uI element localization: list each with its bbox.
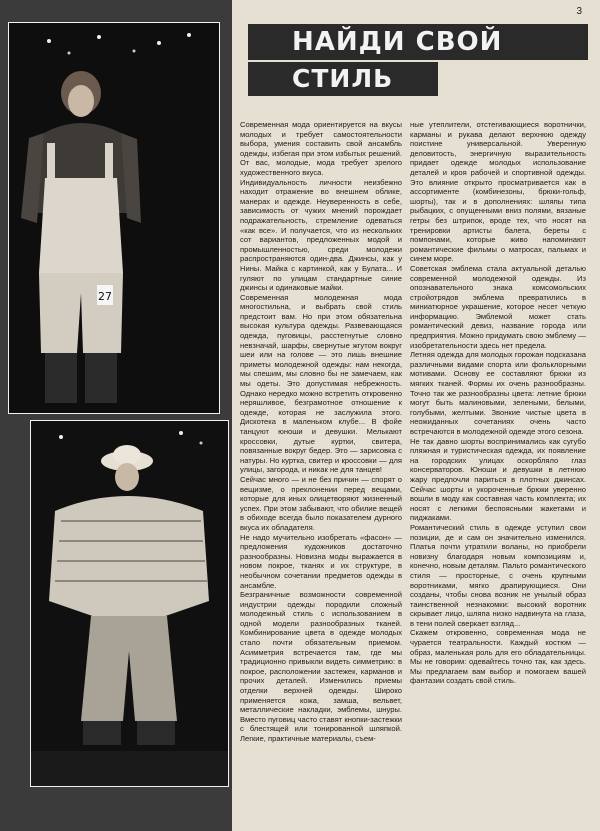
paragraph: Сейчас много — и не без причин — спорят о вещизме, о преклонении перед вещами, которые для иных олицетворяют жизненный успех. При этом забывают, что обилие вещей в обиходе всегда было показателем дурного вкуса их обладателя. bbox=[240, 474, 402, 532]
paragraph: Современная мода ориентируется на вкусы молодых и требует самостоятельности выбора, умения составить свой ансамбль одежды, избегая при этом избытых решений. От вас, молодые, мода требует зрелого художественного вкуса. bbox=[240, 120, 402, 177]
paragraph: Индивидуальность личности неизбежно находит отражение во внешнем облике, манерах и одежде. Неуверенность в себе, зависимость от чужих мнений порождает подражательность, стремление одеваться «как все». И получается, что из нескольких сот вариантов, предложенных модой и промышленностью, среди молодежи распространяются один-два. Джинсы, как у Нины. Майка с картинкой, как у Булата... И гуляют по улицам стандартные синие джинсы и одинаковые майки. bbox=[240, 177, 402, 293]
paragraph: Летняя одежда для молодых горожан подсказана различными видами спорта или фольклорными мотивами. Основу ее составляют брюки из мягких тканей. Формы их очень разнообразны. Точно так же разнообразны цвета: летние брюки могут быть малиновыми, зелеными, белыми, голубыми, желтыми. Звонкие чистые цвета в неожиданных сочетаниях очень часто встречаются в молодежной одежде этого сезона. bbox=[410, 350, 586, 436]
paragraph: ные утеплители, отстегивающиеся воротнички, карманы и рукава делают верхнюю одежду поистине универсальной. Уверенную деловитость, энергичную выразительность придает одежде молодых использование деталей и кроя рабочей и спортивной одежды. Это влияние открыто просматривается как в ассортименте (комбинезоны, брюки-гольф, шорты), так и в дополнениях: шляпы типа рыбацких, с опущенными вниз полями, вязаные гетры без штрипок, вроде тех, что носят на тренировки артисты балета, береты с помпонами, которые живо напоминают романтические фильмы о матросах, пальмах и синем море. bbox=[410, 120, 586, 264]
article-column-1 bbox=[240, 120, 402, 744]
paragraph: Не так давно шорты воспринимались как сугубо пляжная и туристическая одежда, их появление на городских улицах оскорбляло глаз консерваторов. Юноши и девушки в летнюю жару предпочли париться в плотных джинсах. Сейчас шорты и укороченные брюки уверенно вошли в моду как составная часть комплекта; их носят с легкими беспоясными жакетами и пиджаками. bbox=[410, 436, 586, 523]
paragraph: Советская эмблема стала актуальной деталью современной молодежной одежды. Из опознавательного знака комсомольских стройотрядов эмблема превратились в миниатюрное украшение, которое несет четкую информацию. Эмблемой может стать романтический девиз, название города или предприятия. Можно придумать свою эмблему — изобретательности здесь нет предела. bbox=[410, 263, 586, 350]
headline-line-1 bbox=[248, 24, 588, 60]
headline-text-2: СТИЛЬ bbox=[292, 64, 394, 93]
paragraph: Безграничные возможности современной индустрии одежды породили сложный молодежный стиль с использованием в одной модели разнообразных тканей. Комбинирование цвета в одежде молодых стало почти обязательным приемом. Асимметрия встречается там, где мы традиционно привыкли видеть симметрию: в покрое, расположении застежек, карманов и прочих деталей. Изменились приемы отделки верхней одежды. Широко применяется кожа, замша, вельвет, металлические накладки, эмблемы, шнуры. Вместо пуговиц часто ставят кнопки-застежки с блестящей или тонированной шляпкой. Легкие, практичные материалы, съем- bbox=[240, 590, 402, 743]
page-number: 3 bbox=[576, 6, 582, 17]
paragraph: Романтический стиль в одежде уступил свои позиции, де и сам он значительно изменился. Платья почти утратили воланы, но приобрели новизну благодаря новым композициям и, конечно, новым деталям. Пальто романтического стиля — просторные, с очень крупными воротниками, мягко драпирующиеся. Они созданы, чтобы снова возник не унылый образ таинственной незнакомки: высокий воротник скрывает лицо, шляпа низко надвинута на глаза, в тени полей сверкает взгляд... bbox=[410, 522, 586, 628]
model-cape-illustration bbox=[31, 421, 228, 786]
fashion-photo-bottom bbox=[30, 420, 229, 787]
model-overalls-illustration bbox=[9, 23, 219, 413]
article-column-2 bbox=[410, 120, 586, 686]
headline-text-1: НАЙДИ СВОЙ bbox=[292, 27, 503, 57]
fashion-photo-top bbox=[8, 22, 220, 414]
paragraph: Современная молодежная мода многостильна, и выбрать свой стиль предстоит вам. Но при этом обязательна высокая культура одежды. Развевающаяся одежда, пуговицы, расстегнутые словно невзначай, шарфы, свернутые жгутом вокруг шеи или на голове — это лишь внешние приметы молодежной одежды: нам некогда, мы спешим, мы словно бы не замечаем, как мы одеты. Это допустимая небрежность. Однако нередко можно встретить откровенно неряшливое, безграмотное отношение к одежде, которая не заслужила этого. Дискотека в маленьком клубе... В фойе танцуют юноши и девушки. Мелькают кроссовки, дутые куртки, свитера, повязанные вокруг бедер. Это — зарисовка с натуры. Но куртка, свитер и кроссовки — для улицы, загорода, и никак не для танцев! bbox=[240, 292, 402, 475]
photo-column bbox=[0, 0, 232, 831]
headline-line-2 bbox=[248, 62, 438, 96]
paragraph: Не надо мучительно изобретать «фасон» — предложения художников достаточно разнообразны. Новизна моды выражается в новом покрое, тканях и их структуре, в необычном сочетании предметов одежды в ансамбле. bbox=[240, 532, 402, 590]
model-number-badge: 27 bbox=[98, 290, 112, 303]
paragraph: Скажем откровенно, современная мода не чурается театральности. Каждый костюм — образ, маленькая роль для его обладательницы. Мы не говорим: одевайтесь точно так, как здесь. Мы предлагаем вам выбор и помогаем вашей фантазии создать свой стиль. bbox=[410, 628, 586, 686]
